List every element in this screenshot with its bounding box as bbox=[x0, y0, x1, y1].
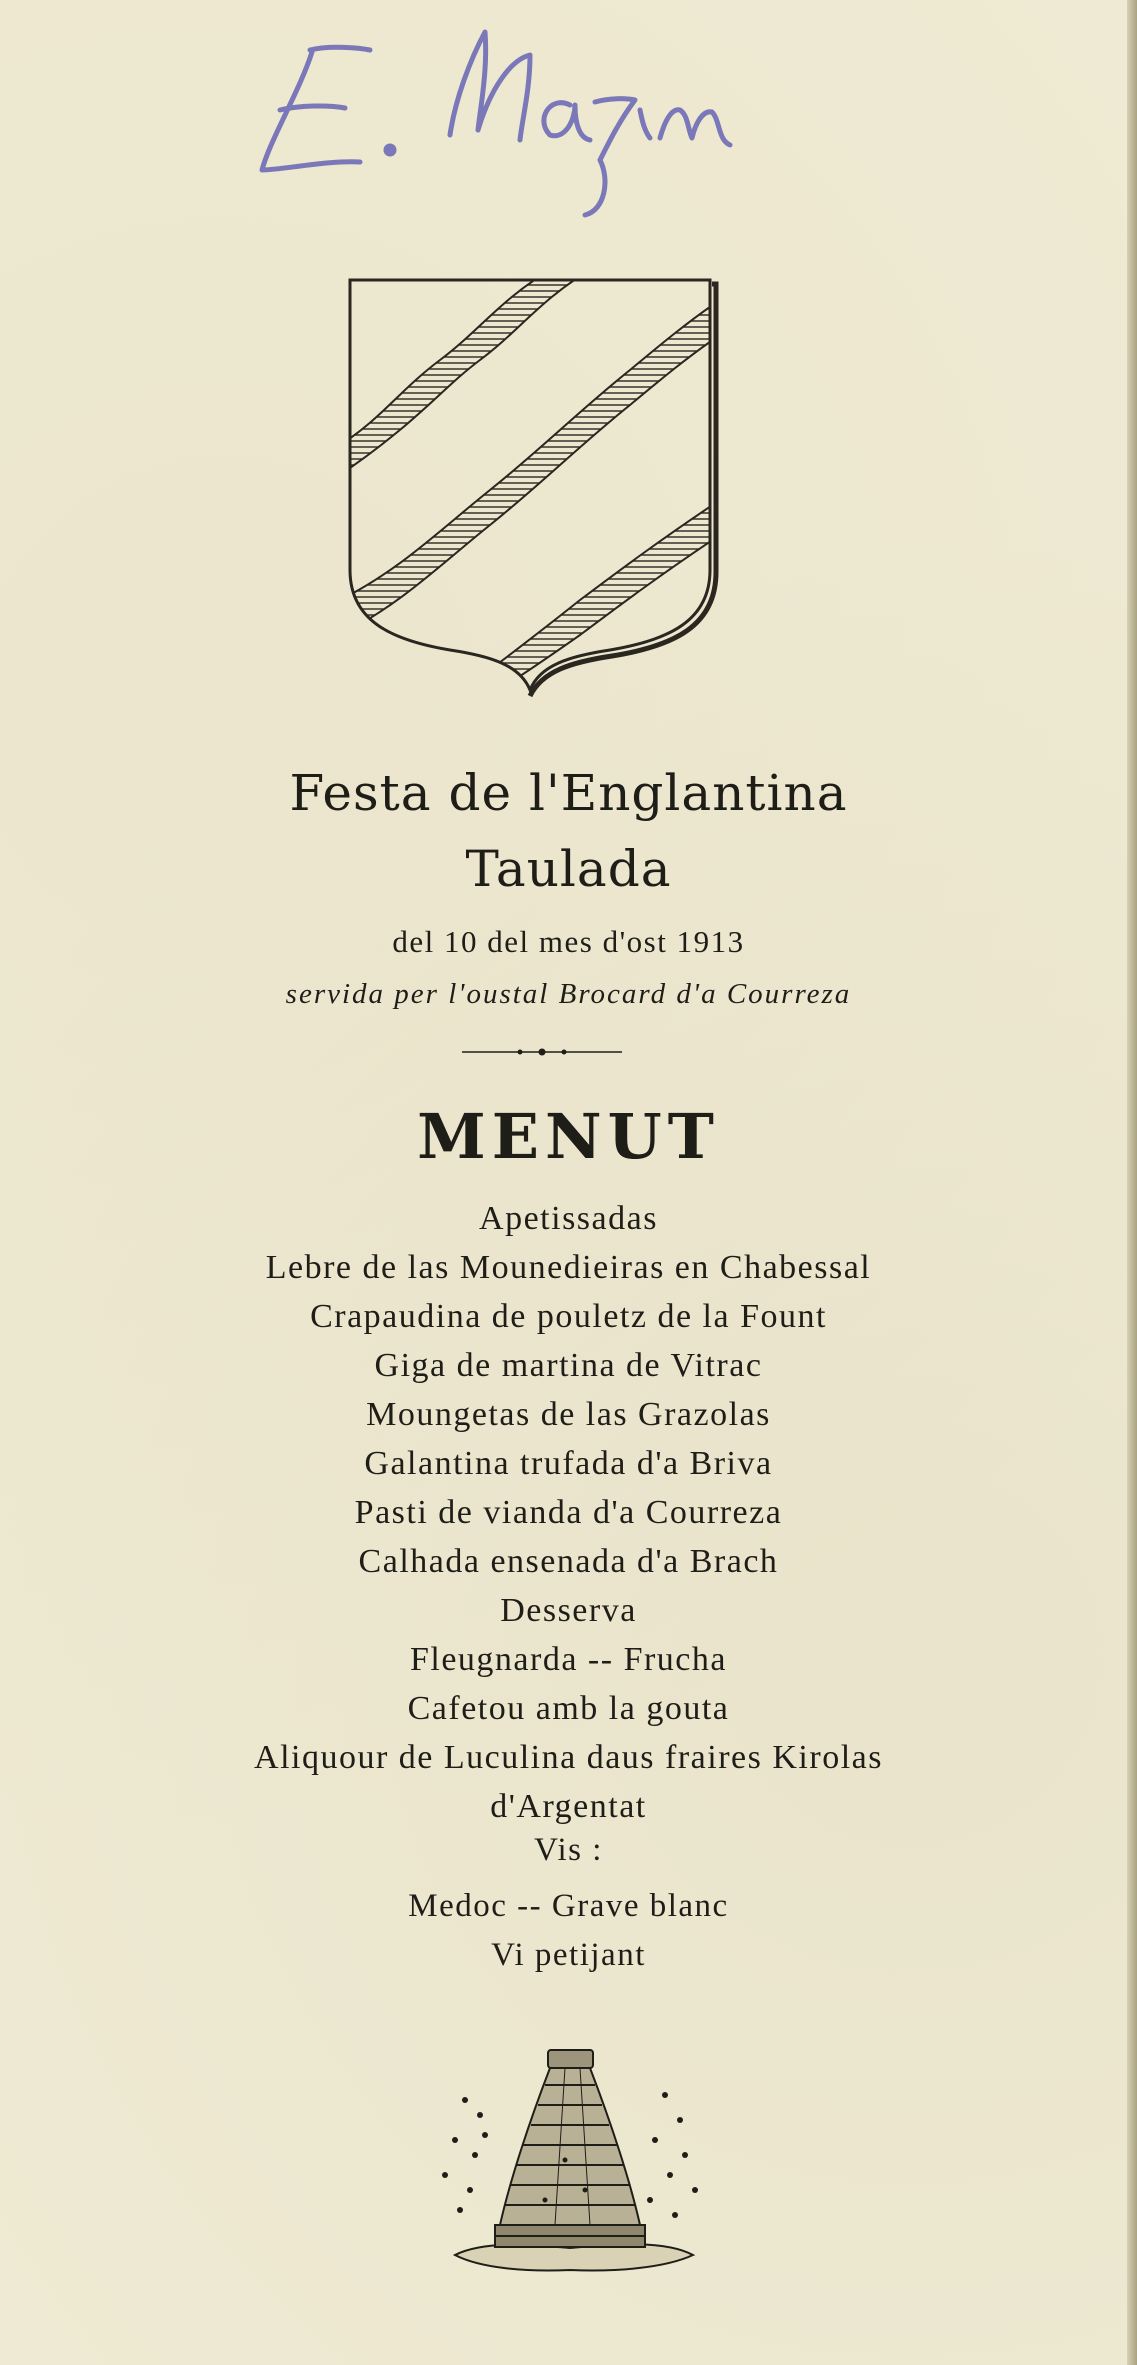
menu-item: Lebre de las Mounedieiras en Chabessal bbox=[265, 1249, 872, 1286]
paper-edge bbox=[1127, 0, 1137, 2365]
menu-item: d'Argentat bbox=[490, 1788, 647, 1825]
menu-item: Crapaudina de pouletz de la Fount bbox=[310, 1298, 827, 1335]
menu-item: Aliquour de Luculina daus fraires Kirolas bbox=[254, 1739, 883, 1776]
menu-item: Cafetou amb la gouta bbox=[407, 1690, 730, 1727]
menu-item: Giga de martina de Vitrac bbox=[374, 1347, 763, 1384]
menu-list bbox=[0, 1194, 1137, 1831]
handwritten-signature bbox=[240, 10, 760, 240]
menu-item: Galantina trufada d'a Briva bbox=[364, 1445, 773, 1482]
ornamental-divider bbox=[462, 1045, 622, 1057]
menu-item: Moungetas de las Grazolas bbox=[366, 1396, 771, 1433]
wines-label: Vis : bbox=[534, 1832, 603, 1868]
menu-item: Desserva bbox=[500, 1592, 637, 1629]
served-by: servida per l'oustal Brocard d'a Courreza bbox=[285, 978, 852, 1010]
event-subtitle: Taulada bbox=[465, 840, 672, 898]
menu-item: Calhada ensenada d'a Brach bbox=[358, 1543, 779, 1580]
event-date: del 10 del mes d'ost 1913 bbox=[392, 924, 745, 959]
menu-item: Fleugnarda -- Frucha bbox=[409, 1641, 727, 1678]
event-title: Festa de l'Englantina bbox=[289, 764, 848, 822]
menu-item: Apetissadas bbox=[479, 1200, 658, 1237]
menu-heading: MENUT bbox=[417, 1100, 720, 1173]
menu-item: Pasti de vianda d'a Courreza bbox=[354, 1494, 783, 1531]
beehive-icon bbox=[425, 2040, 715, 2280]
wine-list bbox=[0, 1882, 1137, 1980]
wine-item: Vi petijant bbox=[491, 1937, 646, 1973]
coat-of-arms-icon bbox=[340, 270, 720, 700]
wine-item: Medoc -- Grave blanc bbox=[408, 1888, 729, 1924]
